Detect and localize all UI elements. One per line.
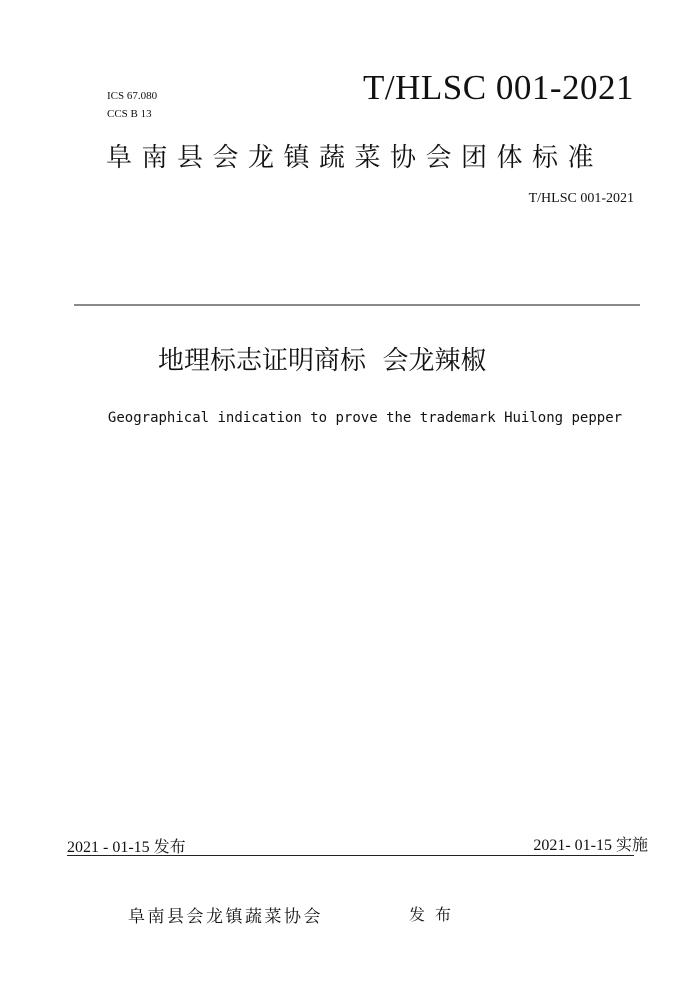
top-divider bbox=[74, 304, 640, 306]
standard-code: T/HLSC 001-2021 bbox=[363, 68, 634, 107]
ics-code: ICS 67.080 bbox=[107, 90, 158, 102]
ccs-code: CCS B 13 bbox=[107, 108, 152, 120]
implement-date: 2021- 01-15 实施 bbox=[533, 837, 648, 854]
publish-label: 发布 bbox=[409, 905, 462, 924]
standard-code-secondary: T/HLSC 001-2021 bbox=[528, 191, 634, 206]
classification-codes bbox=[107, 87, 157, 123]
bottom-divider bbox=[67, 855, 634, 856]
organization-standard-title: 阜南县会龙镇蔬菜协会团体标准 bbox=[106, 143, 604, 173]
publisher-name: 阜南县会龙镇蔬菜协会 bbox=[128, 907, 323, 927]
document-title: 地理标志证明商标 会龙辣椒 bbox=[158, 346, 487, 376]
publish-date: 2021 - 01-15 发布 bbox=[67, 839, 186, 856]
document-subtitle-english: Geographical indication to prove the trademark Huilong pepper bbox=[107, 410, 623, 426]
